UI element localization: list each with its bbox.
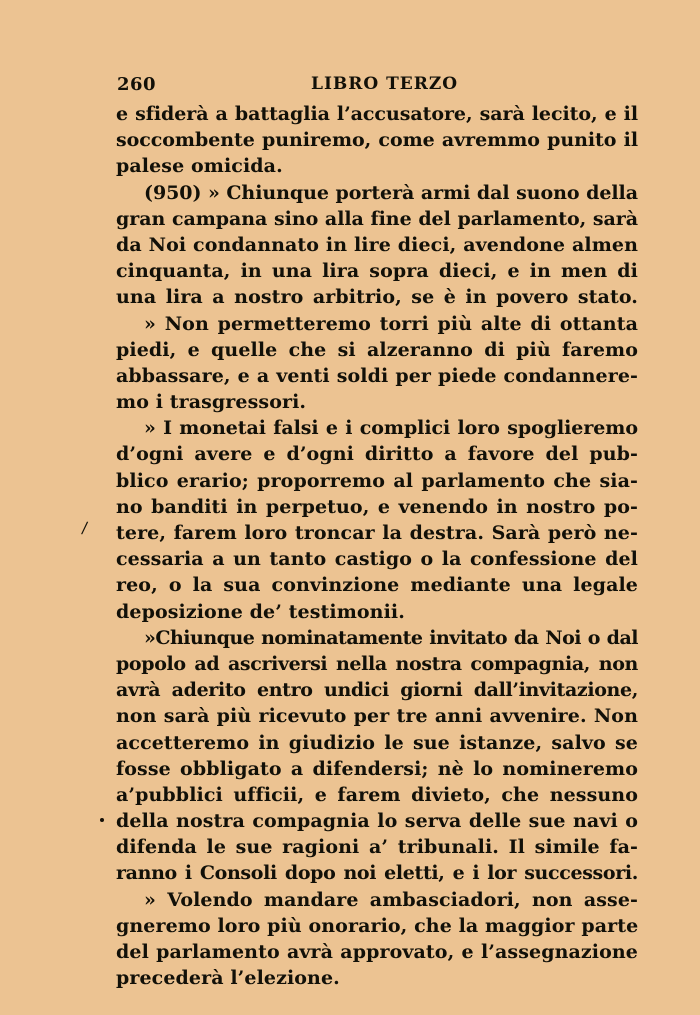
- text-line: soccombente puniremo, come avremmo punito il: [116, 129, 638, 152]
- text-line: una lira a nostro arbitrio, se è in povero stato.: [116, 286, 638, 309]
- text-line: precederà l’elezione.: [116, 967, 340, 990]
- text-line: »Chiunque nominatamente invitato da Noi o dal: [144, 626, 638, 649]
- text-line: (950) » Chiunque porterà armi dal suono della: [144, 181, 638, 204]
- text-line: a’pubblici ufficii, e farem divieto, che nessuno: [116, 783, 638, 806]
- text-line: » I monetai falsi e i complici loro spoglieremo: [144, 417, 638, 440]
- text-line: popolo ad ascriversi nella nostra compagnia, non: [116, 652, 638, 675]
- margin-stray-dot: [100, 818, 104, 822]
- margin-stray-mark: /: [80, 517, 89, 538]
- running-title: LIBRO TERZO: [311, 74, 459, 94]
- text-line: tere, farem loro troncar la destra. Sarà però ne-: [116, 522, 638, 544]
- text-line: gneremo loro più onorario, che la maggior parte: [116, 914, 639, 937]
- page-number: 260: [117, 74, 157, 95]
- text-line: gran campana sino alla fine del parlamento, sarà: [116, 207, 638, 230]
- text-line: fosse obbligato a difendersi; nè lo nomineremo: [116, 757, 638, 780]
- text-line: deposizione de’ testimonii.: [116, 600, 405, 623]
- text-line: della nostra compagnia lo serva delle sue navi o: [116, 810, 638, 833]
- text-line: d’ogni avere e d’ogni diritto a favore del pub-: [116, 443, 638, 466]
- text-line: mo i trasgressori.: [116, 391, 307, 414]
- text-line: cessaria a un tanto castigo o la confessione del: [116, 548, 638, 571]
- body-text: [116, 101, 638, 991]
- text-line: blico erario; proporremo al parlamento che sia-: [116, 469, 638, 492]
- text-line: difenda le sue ragioni a’ tribunali. Il simile fa-: [116, 836, 638, 859]
- text-line: » Volendo mandare ambasciadori, non asse-: [144, 888, 638, 911]
- text-line: non sarà più ricevuto per tre anni avvenire. Non: [116, 705, 638, 728]
- text-line: da Noi condannato in lire dieci, avendone almen: [116, 233, 638, 256]
- text-line: e sfiderà a battaglia l’accusatore, sarà lecito, e il: [116, 103, 638, 125]
- text-line: no banditi in perpetuo, e venendo in nostro po-: [116, 495, 638, 518]
- page-header: [113, 74, 638, 100]
- text-line: del parlamento avrà approvato, e l’assegnazione: [116, 941, 638, 963]
- text-line: avrà aderito entro undici giorni dall’invitazione,: [116, 679, 638, 702]
- text-line: ranno i Consoli dopo noi eletti, e i lor successori.: [116, 862, 638, 885]
- text-line: accetteremo in giudizio le sue istanze, salvo se: [116, 731, 638, 754]
- text-line: abbassare, e a venti soldi per piede condannere-: [116, 364, 638, 387]
- text-line: piedi, e quelle che si alzeranno di più faremo: [116, 338, 638, 361]
- text-line: cinquanta, in una lira sopra dieci, e in men di: [116, 260, 638, 283]
- text-line: palese omicida.: [116, 155, 283, 178]
- text-line: » Non permetteremo torri più alte di ottanta: [144, 312, 638, 335]
- text-line: reo, o la sua convinzione mediante una legale: [116, 574, 638, 597]
